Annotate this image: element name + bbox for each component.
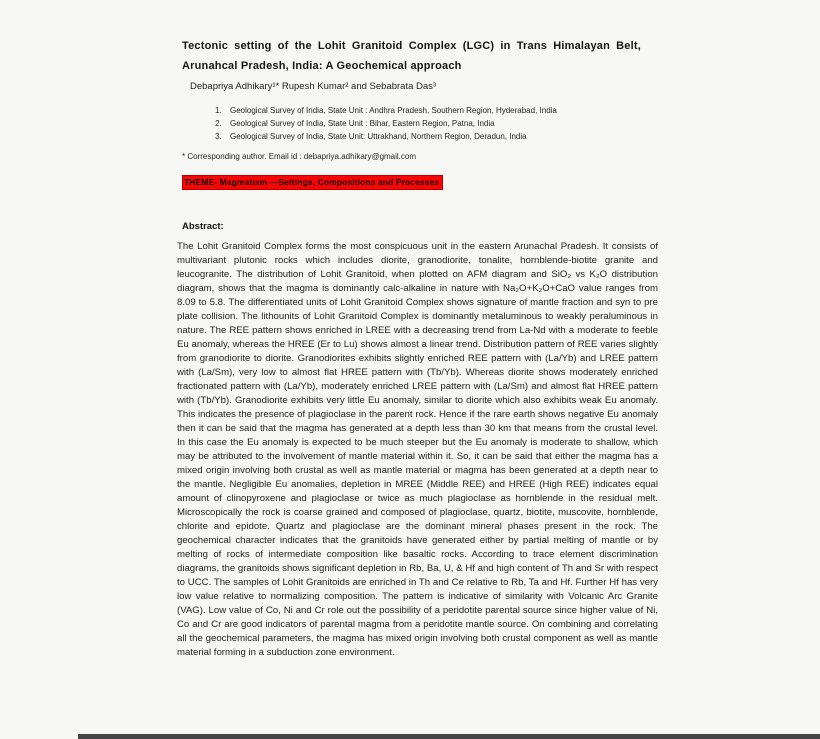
affiliation-item: 1. Geological Survey of India, State Unit : Andhra Pradesh, Southern Region, Hyderabad, India bbox=[224, 104, 642, 117]
viewer-bottom-edge bbox=[78, 734, 820, 739]
theme-highlight-banner: THEME- Magmatism —Settings, Compositions and Processes bbox=[182, 175, 443, 190]
abstract-heading: Abstract: bbox=[182, 221, 224, 232]
authors-line: Debapriya Adhikary¹* Rupesh Kumar² and Sebabrata Das³ bbox=[190, 81, 437, 92]
paper-title: Tectonic setting of the Lohit Granitoid Complex (LGC) in Trans Himalayan Belt, Arunahcal Pradesh, India: A Geochemical approach bbox=[182, 40, 641, 72]
abstract-text: The Lohit Granitoid Complex forms the most conspicuous unit in the eastern Arunachal Pradesh. It consists of multivariant plutonic rocks which includes diorite, granodiorite, tonalite, hornblende-biotite granite and leucogranite. The distribution of Lohit Granitoid, when plotted on AFM diagram and SiO₂ vs K₂O distribution diagram, shows that the magma is dominantly calc-alkaline in nature with Na₂O+K₂O+CaO value ranges from 8.09 to 5.8. The differentiated units of Lohit Granitoid Complex shows signature of mantle fraction and syn to pre plate collision. The lithounits of Lohit Granitoid Complex is dominantly metaluminous to weakly peraluminous in nature. The REE pattern shows enriched in LREE with a decreasing trend from La-Nd with a moderate to feeble Eu anomaly, whereas the HREE (Er to Lu) shows almost a linear trend. Distribution pattern of REE varies slightly from granodiorite to diorite. Granodiorites exhibits slightly enriched REE pattern with (La/Yb) and LREE pattern with (La/Sm), very low to almost flat HREE pattern with (Tb/Yb). Whereas diorite shows moderately enriched fractionated pattern with (La/Yb), moderately enriched LREE pattern with (La/Sm) and almost flat HREE pattern with (Tb/Yb). Granodiorite exhibits very little Eu anomaly, similar to diorite which also exhibits weak Eu anomaly. This indicates the presence of plagioclase in the parent rock. Hence if the rare earth shows negative Eu anomaly then it can be said that the magma has generated at a depth less than 30 km that means from the crustal level. In this case the Eu anomaly is expected to be much steeper but the Eu anomaly is moderate to shallow, which may be attributed to the involvement of mantle material within it. So, it can be said that either the magma has a mixed origin involving both crustal as well as mantle material or magma has been generated at a depth near to the mantle. Negligible Eu anomalies, depletion in MREE (Middle REE) and HREE (High REE) indicates equal amount of clinopyroxene and plagioclase or twice as much plagioclase as hornblende in the residual melt. Microscopically the rock is coarse grained and composed of plagioclase, quartz, biotite, muscovite, hornblende, chlorite and epidote. Quartz and plagioclase are the dominant mineral phases present in the rock. The geochemical character indicates that the granitoids have generated either by partial melting of mantle or by melting of rocks of intermediate composition like basaltic rocks. According to trace element discrimination diagrams, the granitoids shows significant depletion in Rb, Ba, U, & Hf and high content of Th and Sr with respect to UCC. The samples of Lohit Granitoids are enriched in Th and Ce relative to Rb, Ta and Hf. Further Hf has very low value relative to normalizing composition. The pattern is indicative of similarity with Volcanic Arc Granite (VAG). Low value of Co, Ni and Cr role out the possibility of a peridotite parental source since higher value of Ni, Co and Cr are good indicators of parental magma from a peridotite mantle source. On combining and correlating all the geochemical parameters, the magma has mixed origin involving both crustal component as well as mantle material forming in a subduction zone environment. bbox=[177, 241, 658, 658]
affiliation-item: 2. Geological Survey of India, State Unit : Bihar, Eastern Region, Patna, India bbox=[224, 117, 642, 130]
affiliations-list bbox=[182, 104, 642, 143]
affiliation-item: 3. Geological Survey of India, State Unit: Uttrakhand, Northern Region, Deradun, India bbox=[224, 130, 642, 143]
corresponding-author-note: * Corresponding author. Email id : debapriya.adhikary@gmail.com bbox=[182, 152, 417, 161]
